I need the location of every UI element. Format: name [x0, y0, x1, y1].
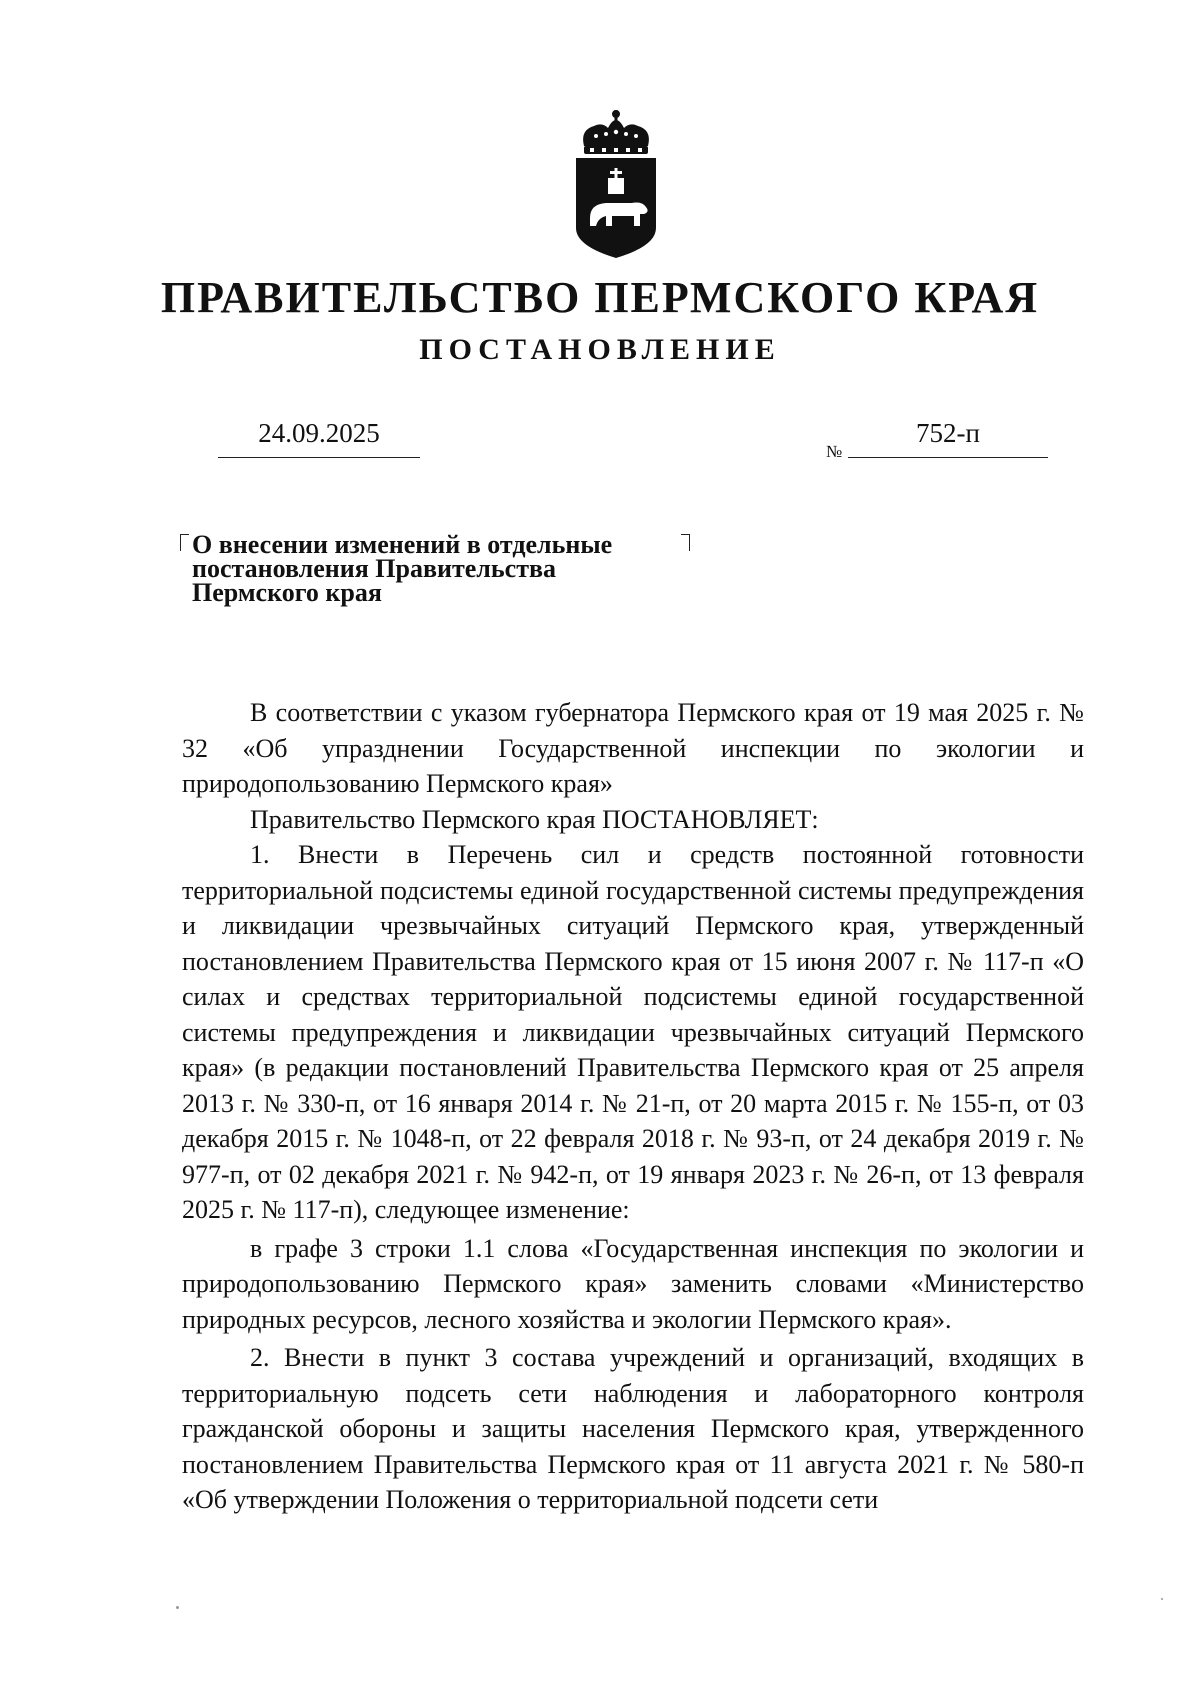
- subject-line: Пермского края: [192, 578, 382, 607]
- body-paragraph: Правительство Пермского края ПОСТАНОВЛЯЕТ:: [250, 804, 819, 834]
- government-title: ПРАВИТЕЛЬСТВО ПЕРМСКОГО КРАЯ: [160, 273, 1040, 322]
- document-body: [182, 695, 1084, 1518]
- scan-speck: [1161, 1598, 1163, 1600]
- scan-speck: [176, 1606, 179, 1609]
- number-sign: №: [826, 442, 843, 461]
- document-type-title: ПОСТАНОВЛЕНИЕ: [419, 333, 781, 366]
- subject-corner-left: [180, 534, 189, 551]
- document-number: 752-п: [848, 418, 1048, 458]
- subject-line: О внесении изменений в отдельные: [192, 530, 613, 559]
- body-paragraph: 2. Внести в пункт 3 состава учреждений и организаций, входящих в территориальную подсеть сети наблюдения и лабораторного контроля гражданской обороны и защиты населения Пермского края, утвержденного постановлением Правительства Пермского края от 11 августа 2021 г. № 580-п «Об утверждении Положения о территориальной подсети сети: [182, 1343, 1084, 1514]
- subject-corner-right: [681, 534, 690, 551]
- document-date: 24.09.2025: [218, 418, 420, 458]
- body-paragraph: В соответствии с указом губернатора Пермского края от 19 мая 2025 г. № 32 «Об упразднении Государственной инспекции по экологии и природопользованию Пермского края»: [182, 698, 1084, 798]
- body-paragraph: 1. Внести в Перечень сил и средств постоянной готовности территориальной подсистемы единой государственной системы предупреждения и ликвидации чрезвычайных ситуаций Пермского края, утвержденный постановлением Правительства Пермского края от 15 июня 2007 г. № 117-п «О силах и средствах территориальной подсистемы единой государственной системы предупреждения и ликвидации чрезвычайных ситуаций Пермского края» (в редакции постановлений Правительства Пермского края от 25 апреля 2013 г. № 330-п, от 16 января 2014 г. № 21-п, от 20 марта 2015 г. № 155-п, от 03 декабря 2015 г. № 1048-п, от 22 февраля 2018 г. № 93-п, от 24 декабря 2019 г. № 977-п, от 02 декабря 2021 г. № 942-п, от 19 января 2023 г. № 26-п, от 13 февраля 2025 г. № 117-п), следующее изменение:: [182, 840, 1084, 1224]
- document-subject: [192, 530, 672, 607]
- subject-line: постановления Правительства: [192, 554, 556, 583]
- body-paragraph: в графе 3 строки 1.1 слова «Государственная инспекция по экологии и природопользованию Пермского края» заменить словами «Министерство природных ресурсов, лесного хозяйства и экологии Пермского края».: [182, 1233, 1084, 1334]
- perm-krai-coat-of-arms-icon: [572, 108, 660, 258]
